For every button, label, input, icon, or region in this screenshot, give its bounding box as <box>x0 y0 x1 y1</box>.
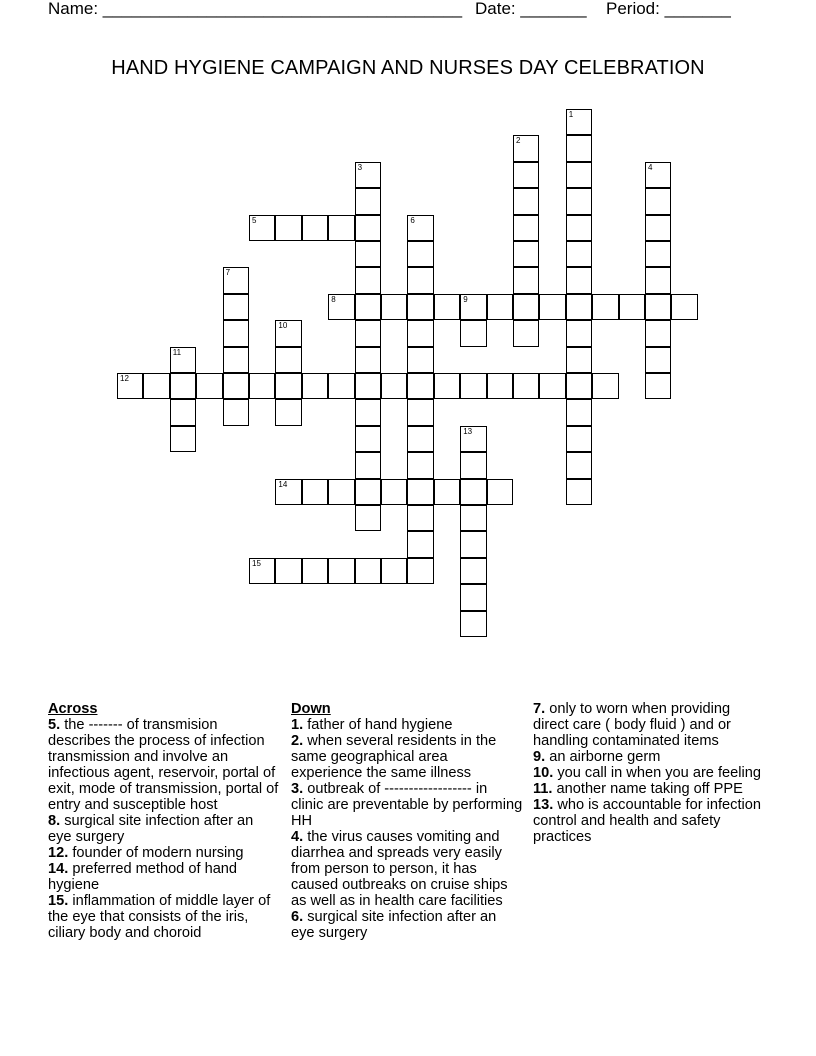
crossword-cell[interactable] <box>302 479 328 505</box>
crossword-cell[interactable] <box>460 294 486 320</box>
crossword-cell[interactable] <box>566 320 592 346</box>
crossword-cell[interactable] <box>487 294 513 320</box>
clue-text: an airborne germ <box>545 749 661 765</box>
crossword-cell[interactable] <box>434 479 460 505</box>
clue-text: inflammation of middle layer of the eye that consists of the iris, ciliary body and choroid <box>48 893 271 941</box>
crossword-cell[interactable] <box>196 373 222 399</box>
crossword-cell[interactable] <box>566 426 592 452</box>
clue-number: 8. <box>48 813 61 829</box>
clue-start-number: 3 <box>357 162 363 172</box>
clue-number: 3. <box>291 781 304 797</box>
clue-text: who is accountable for infection control and health and safety practices <box>533 797 761 845</box>
clue-item <box>291 781 523 829</box>
clue-start-number: 6 <box>410 215 415 225</box>
crossword-cell[interactable] <box>302 215 328 241</box>
clue-number: 6. <box>291 909 304 925</box>
crossword-cell[interactable] <box>407 531 433 557</box>
crossword-cell[interactable] <box>513 135 539 161</box>
clue-start-number: 9 <box>463 294 468 304</box>
crossword-cell[interactable] <box>645 267 671 293</box>
crossword-cell[interactable] <box>407 347 433 373</box>
crossword-cell[interactable] <box>460 505 486 531</box>
clue-text: the ------- of transmision describes the process of infection transmission and involve an infectious agent, reservoir, portal of exit, mode of transmission, portal of entry and susceptible host <box>48 717 279 813</box>
clue-number: 13. <box>533 797 554 813</box>
crossword-cell[interactable] <box>355 267 381 293</box>
crossword-cell[interactable] <box>381 373 407 399</box>
crossword-cell[interactable] <box>355 188 381 214</box>
crossword-cell[interactable] <box>513 320 539 346</box>
crossword-cell[interactable] <box>381 558 407 584</box>
crossword-cell[interactable] <box>645 241 671 267</box>
crossword-cell[interactable] <box>223 320 249 346</box>
clue-start-number: 14 <box>278 479 288 489</box>
clue-start-number: 10 <box>278 321 288 331</box>
clue-number: 9. <box>533 749 546 765</box>
crossword-cell[interactable] <box>487 373 513 399</box>
crossword-cell[interactable] <box>619 294 645 320</box>
crossword-cell[interactable] <box>275 479 301 505</box>
crossword-cell[interactable] <box>223 373 249 399</box>
clue-start-number: 12 <box>120 374 129 383</box>
crossword-cell[interactable] <box>407 558 433 584</box>
crossword-cell[interactable] <box>566 452 592 478</box>
crossword-cell[interactable] <box>143 373 169 399</box>
clue-number: 5. <box>48 717 61 733</box>
crossword-cell[interactable] <box>170 373 196 399</box>
crossword-cell[interactable] <box>460 584 486 610</box>
crossword-cell[interactable] <box>275 373 301 399</box>
crossword-cell[interactable] <box>513 188 539 214</box>
clue-item <box>533 797 765 845</box>
clue-number: 15. <box>48 893 69 909</box>
crossword-cell[interactable] <box>645 373 671 399</box>
crossword-cell[interactable] <box>539 373 565 399</box>
date-field[interactable]: Date: _______ <box>475 0 587 18</box>
clue-start-number: 8 <box>331 294 336 304</box>
crossword-cell[interactable] <box>275 558 301 584</box>
clue-item <box>291 733 523 781</box>
crossword-cell[interactable] <box>328 558 354 584</box>
clue-number: 14. <box>48 861 69 877</box>
clue-text: only to worn when providing direct care ( body fluid ) and or handling contaminated items <box>533 701 731 749</box>
crossword-cell[interactable] <box>566 215 592 241</box>
clue-number: 1. <box>291 717 304 733</box>
clue-start-number: 15 <box>252 558 261 568</box>
crossword-cell[interactable] <box>513 215 539 241</box>
crossword-cell[interactable] <box>592 373 618 399</box>
clue-start-number: 4 <box>648 162 653 172</box>
crossword-cell[interactable] <box>328 373 354 399</box>
crossword-cell[interactable] <box>407 241 433 267</box>
clue-text: the virus causes vomiting and diarrhea and spreads very easily from person to person, it has caused outbreaks on cruise ships as well as in health care facilities <box>291 829 508 909</box>
crossword-cell[interactable] <box>460 558 486 584</box>
crossword-cell[interactable] <box>275 215 301 241</box>
crossword-cell[interactable] <box>275 347 301 373</box>
crossword-cell[interactable] <box>355 373 381 399</box>
clue-start-number: 5 <box>252 215 257 225</box>
crossword-cell[interactable] <box>566 162 592 188</box>
crossword-cell[interactable] <box>355 162 381 188</box>
clue-number: 2. <box>291 733 304 749</box>
crossword-cell[interactable] <box>355 505 381 531</box>
crossword-cell[interactable] <box>513 373 539 399</box>
clue-number: 10. <box>533 765 554 781</box>
clue-text: you call in when you are feeling <box>553 765 761 781</box>
clue-item <box>533 749 765 765</box>
crossword-cell[interactable] <box>407 479 433 505</box>
clue-item <box>533 781 765 797</box>
crossword-cell[interactable] <box>460 452 486 478</box>
crossword-cell[interactable] <box>434 294 460 320</box>
crossword-cell[interactable] <box>249 215 275 241</box>
clue-text: father of hand hygiene <box>303 717 453 733</box>
clue-start-number: 7 <box>225 268 231 278</box>
down-clues-column <box>291 701 523 958</box>
crossword-cell[interactable] <box>275 320 301 346</box>
clue-item <box>533 701 765 749</box>
crossword-cell[interactable] <box>539 294 565 320</box>
crossword-cell[interactable] <box>355 347 381 373</box>
crossword-cell[interactable] <box>249 373 275 399</box>
crossword-cell[interactable] <box>645 188 671 214</box>
crossword-cell[interactable] <box>355 320 381 346</box>
clue-number: 4. <box>291 829 304 845</box>
crossword-cell[interactable] <box>355 294 381 320</box>
crossword-cell[interactable] <box>513 294 539 320</box>
crossword-cell[interactable] <box>355 558 381 584</box>
crossword-cell[interactable] <box>460 373 486 399</box>
crossword-cell[interactable] <box>460 426 486 452</box>
crossword-cell[interactable] <box>566 241 592 267</box>
clue-text: outbreak of ------------------ in clinic are preventable by performing HH <box>291 781 523 829</box>
crossword-cell[interactable] <box>592 294 618 320</box>
clue-text: another name taking off PPE <box>552 781 743 797</box>
clue-item <box>291 829 523 909</box>
clue-item <box>291 909 523 941</box>
crossword-cell[interactable] <box>645 347 671 373</box>
crossword-cell[interactable] <box>566 347 592 373</box>
clue-number: 12. <box>48 845 69 861</box>
clue-item <box>48 845 280 861</box>
crossword-cell[interactable] <box>407 267 433 293</box>
clue-number: 11. <box>533 781 553 797</box>
crossword-cell[interactable] <box>381 479 407 505</box>
crossword-cell[interactable] <box>170 399 196 425</box>
crossword-cell[interactable] <box>566 294 592 320</box>
clue-start-number: 11 <box>172 347 182 357</box>
crossword-cell[interactable] <box>407 215 433 241</box>
crossword-cell[interactable] <box>170 426 196 452</box>
clue-item <box>48 717 280 813</box>
crossword-cell[interactable] <box>566 479 592 505</box>
crossword-cell[interactable] <box>513 241 539 267</box>
crossword-cell[interactable] <box>407 294 433 320</box>
clue-item <box>48 893 280 941</box>
clue-start-number: 13 <box>463 426 473 436</box>
crossword-cell[interactable] <box>117 373 143 399</box>
crossword-cell[interactable] <box>671 294 697 320</box>
clue-item <box>48 861 280 893</box>
clue-text: surgical site infection after an eye surgery <box>291 909 497 941</box>
crossword-cell[interactable] <box>513 267 539 293</box>
crossword-cell[interactable] <box>460 320 486 346</box>
clue-item <box>533 765 765 781</box>
crossword-cell[interactable] <box>328 294 354 320</box>
crossword-cell[interactable] <box>355 399 381 425</box>
crossword-cell[interactable] <box>302 373 328 399</box>
crossword-cell[interactable] <box>566 188 592 214</box>
crossword-cell[interactable] <box>407 373 433 399</box>
crossword-cell[interactable] <box>355 426 381 452</box>
crossword-cell[interactable] <box>566 135 592 161</box>
crossword-cell[interactable] <box>645 294 671 320</box>
clue-item <box>48 813 280 845</box>
crossword-cell[interactable] <box>645 215 671 241</box>
crossword-cell[interactable] <box>407 426 433 452</box>
down-clues-continued-column <box>533 701 765 845</box>
across-heading: Across <box>48 701 98 717</box>
crossword-cell[interactable] <box>407 320 433 346</box>
crossword-cell[interactable] <box>355 479 381 505</box>
crossword-cell[interactable] <box>645 320 671 346</box>
crossword-cell[interactable] <box>407 399 433 425</box>
crossword-cell[interactable] <box>513 162 539 188</box>
down-heading: Down <box>291 701 331 717</box>
page-title: HAND HYGIENE CAMPAIGN AND NURSES DAY CELEBRATION <box>111 57 705 79</box>
clue-text: when several residents in the same geographical area experience the same illness <box>291 733 497 781</box>
clue-text: surgical site infection after an eye surgery <box>48 813 254 845</box>
crossword-cell[interactable] <box>460 479 486 505</box>
crossword-cell[interactable] <box>434 373 460 399</box>
clue-start-number: 2 <box>516 136 521 146</box>
crossword-cell[interactable] <box>249 558 275 584</box>
crossword-cell[interactable] <box>487 479 513 505</box>
crossword-cell[interactable] <box>566 267 592 293</box>
clue-item <box>291 717 523 733</box>
crossword-cell[interactable] <box>223 347 249 373</box>
period-field[interactable]: Period: _______ <box>606 0 731 18</box>
clue-start-number: 1 <box>568 110 574 119</box>
crossword-cell[interactable] <box>460 611 486 637</box>
crossword-cell[interactable] <box>275 399 301 425</box>
crossword-cell[interactable] <box>407 452 433 478</box>
crossword-cell[interactable] <box>328 479 354 505</box>
crossword-cell[interactable] <box>645 162 671 188</box>
crossword-cell[interactable] <box>302 558 328 584</box>
clue-text: founder of modern nursing <box>68 845 244 861</box>
crossword-cell[interactable] <box>223 294 249 320</box>
crossword-cell[interactable] <box>355 241 381 267</box>
crossword-cell[interactable] <box>566 109 592 135</box>
crossword-cell[interactable] <box>407 505 433 531</box>
clue-text: preferred method of hand hygiene <box>48 861 238 893</box>
crossword-cell[interactable] <box>355 452 381 478</box>
crossword-cell[interactable] <box>381 294 407 320</box>
crossword-cell[interactable] <box>328 215 354 241</box>
crossword-cell[interactable] <box>355 215 381 241</box>
crossword-cell[interactable] <box>460 531 486 557</box>
crossword-cell[interactable] <box>170 347 196 373</box>
clue-number: 7. <box>533 701 546 717</box>
name-field[interactable]: Name: ______________________________________ <box>48 0 463 18</box>
crossword-cell[interactable] <box>566 399 592 425</box>
crossword-cell[interactable] <box>223 267 249 293</box>
crossword-cell[interactable] <box>566 373 592 399</box>
crossword-cell[interactable] <box>223 399 249 425</box>
across-clues-column <box>48 701 280 958</box>
